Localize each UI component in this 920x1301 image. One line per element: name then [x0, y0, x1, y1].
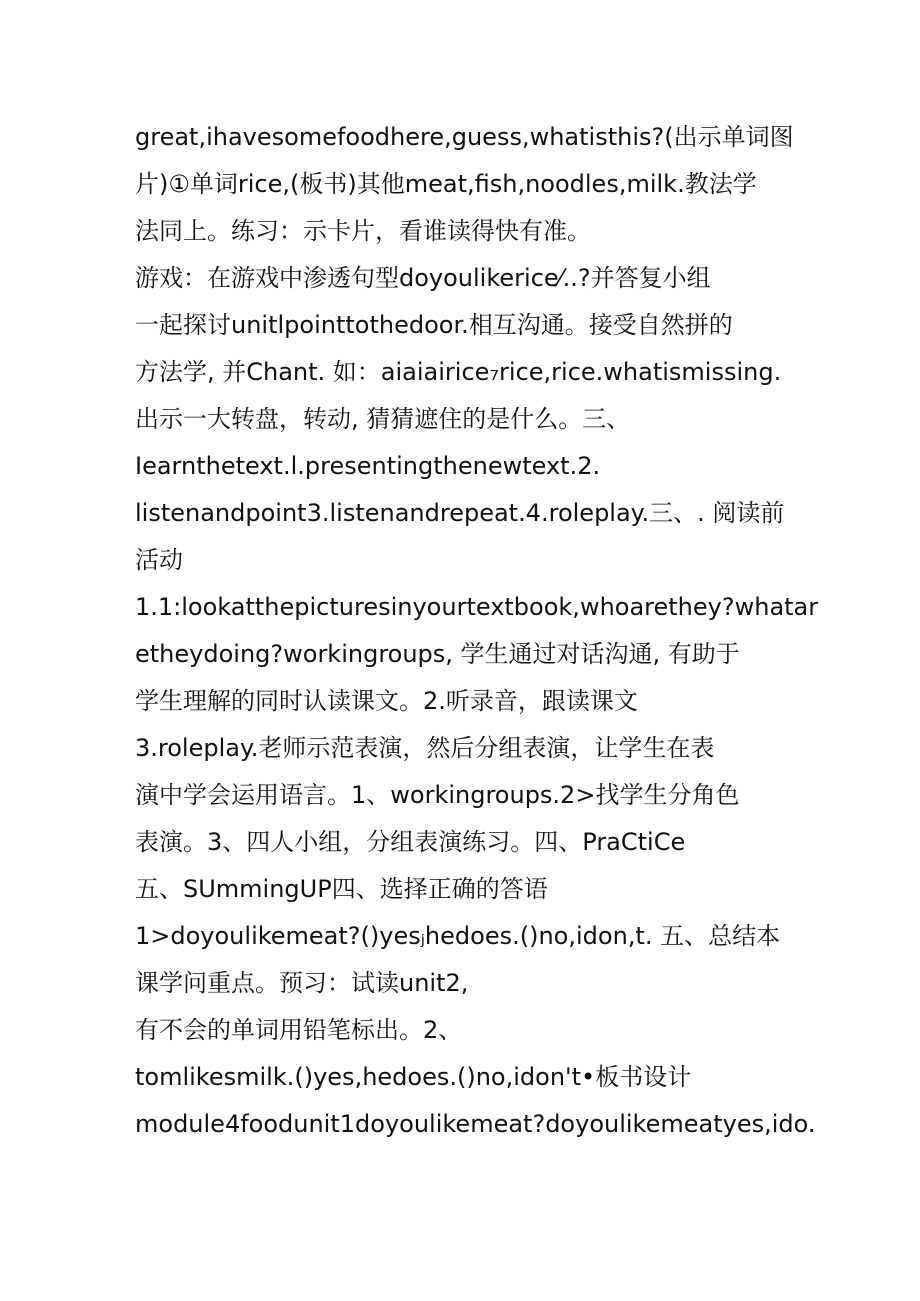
text-line-14: 3.roleplay.老师示范表演，然后分组表演，让学生在表 [135, 734, 715, 762]
text-line-3: 法同上。练习：示卡片，看谁读得快有准。 [135, 217, 591, 245]
text-line-6: 方法学, 并Chant. 如：aiaiairice₇rice,rice.whatismissing. [135, 358, 782, 386]
text-line-2: 片)①单词rice,(板书)其他meat,fish,noodles,milk.教法学 [135, 170, 757, 198]
text-line-10: 活动 [135, 546, 183, 574]
text-line-13: 学生理解的同时认读课文。2.听录音，跟读课文 [135, 687, 638, 715]
text-line-17: 五、SUmmingUP四、选择正确的答语 [135, 875, 548, 903]
text-line-20: 有不会的单词用铅笔标出。2、 [135, 1016, 463, 1044]
text-line-15: 演中学会运用语言。1、workingroups.2>找学生分角色 [135, 781, 740, 809]
text-line-8: Iearnthetext.l.presentingthenewtext.2. [135, 452, 601, 480]
text-line-7: 出示一大转盘，转动, 猜猜遮住的是什么。三、 [135, 405, 631, 433]
text-line-1: great,ihavesomefoodhere,guess,whatisthis?(出示单词图 [135, 123, 794, 151]
text-line-9: listenandpoint3.listenandrepeat.4.roleplay.三、. 阅读前 [135, 499, 785, 527]
text-line-22: module4foodunit1doyoulikemeat?doyoulikemeatyes,ido. [135, 1110, 816, 1138]
text-line-4: 游戏：在游戏中渗透句型doyoulikerice⁄..?并答复小组 [135, 264, 711, 292]
document-text [135, 114, 819, 1148]
text-line-21: tomlikesmilk.()yes,hedoes.()no,idon't•板书设计 [135, 1063, 692, 1091]
text-line-16: 表演。3、四人小组，分组表演练习。四、PraCtiCe [135, 828, 686, 856]
text-line-19: 课学问重点。预习：试读unit2, [135, 969, 469, 997]
text-line-18: 1>doyoulikemeat?()yesⱼhedoes.()no,idon‚t. 五、总结本 [135, 922, 781, 950]
text-line-5: 一起探讨unitlpointtothedoor.相互沟通。接受自然拼的 [135, 311, 733, 339]
text-line-11: 1.1:lookatthepicturesinyourtextbook,whoarethey?whatar [135, 593, 819, 621]
text-line-12: etheydoing?workingroups, 学生通过对话沟通, 有助于 [135, 640, 740, 668]
